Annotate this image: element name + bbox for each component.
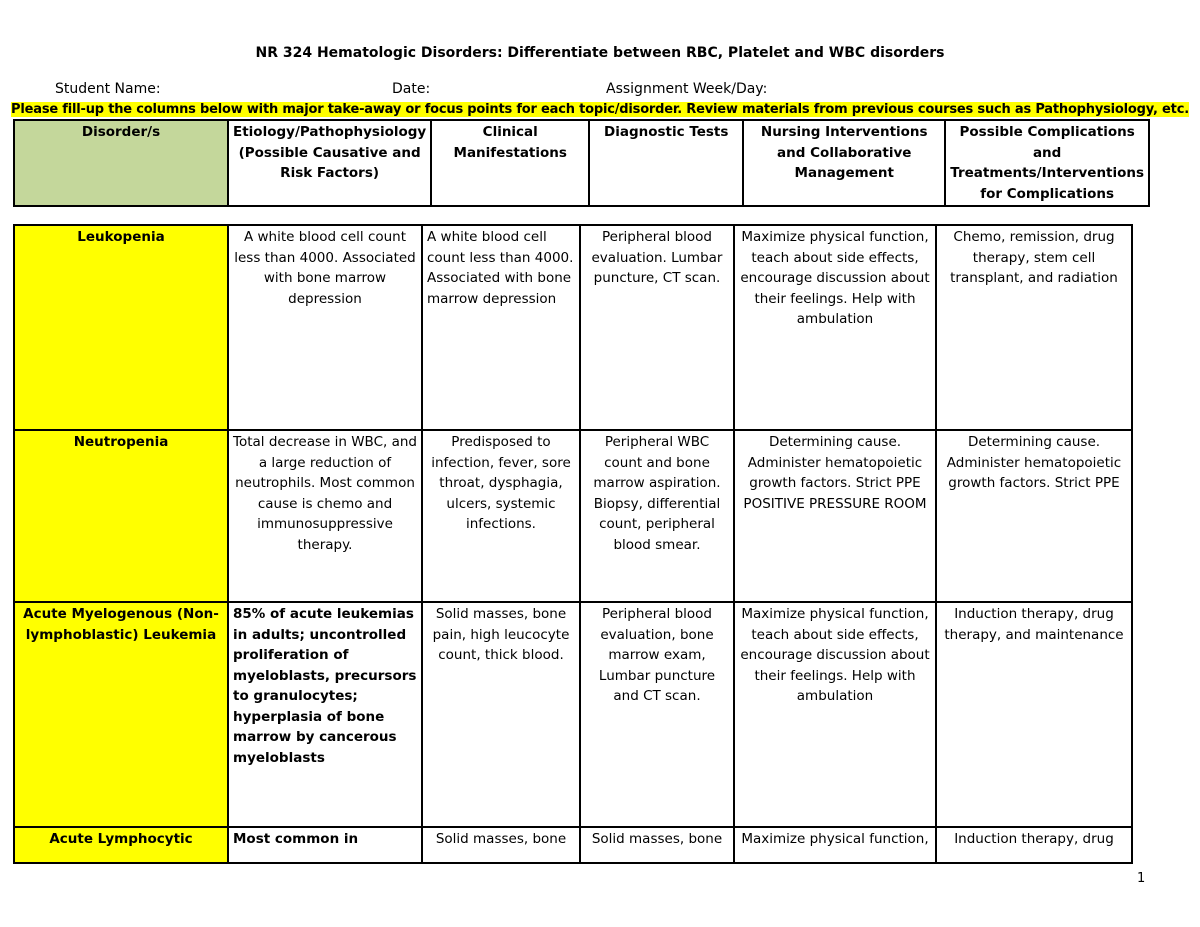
- diagnostic-cell: Peripheral blood evaluation. Lumbar puncture, CT scan.: [580, 225, 734, 430]
- header-table: [13, 119, 1150, 207]
- nursing-cell: Maximize physical function, teach about side effects, encourage discussion about their feelings. Help with ambulation: [734, 225, 936, 430]
- diagnostic-cell: Peripheral blood evaluation, bone marrow exam, Lumbar puncture and CT scan.: [580, 602, 734, 827]
- disorders-table: [13, 224, 1133, 864]
- manifestations-cell: Predisposed to infection, fever, sore throat, dysphagia, ulcers, systemic infections.: [422, 430, 580, 602]
- student-name-label: Student Name:: [55, 81, 161, 97]
- complications-cell: Induction therapy, drug therapy, and maintenance: [936, 602, 1132, 827]
- header-etiology: Etiology/Pathophysiology (Possible Causative and Risk Factors): [228, 120, 431, 206]
- instruction-note: [0, 102, 1200, 117]
- header-complications: Possible Complications and Treatments/Interventions for Complications: [945, 120, 1149, 206]
- table-row: [14, 602, 1132, 827]
- page-number: 1: [1137, 871, 1146, 886]
- disorder-cell: Neutropenia: [14, 430, 228, 602]
- instruction-text: Please fill-up the columns below with major take-away or focus points for each topic/disorder. Review materials from previous courses such as Pathophysiology, etc.: [11, 102, 1189, 117]
- date-label: Date:: [392, 81, 431, 97]
- etiology-cell: A white blood cell count less than 4000. Associated with bone marrow depression: [228, 225, 422, 430]
- manifestations-cell: Solid masses, bone pain, high leucocyte count, thick blood.: [422, 602, 580, 827]
- diagnostic-cell: Solid masses, bone: [580, 827, 734, 863]
- etiology-cell: Total decrease in WBC, and a large reduction of neutrophils. Most common cause is chemo and immunosuppressive therapy.: [228, 430, 422, 602]
- document-title: NR 324 Hematologic Disorders: Differentiate between RBC, Platelet and WBC disorders: [255, 45, 945, 61]
- assignment-label: Assignment Week/Day:: [606, 81, 768, 97]
- etiology-cell: Most common in: [228, 827, 422, 863]
- table-row: [14, 225, 1132, 430]
- nursing-cell: Maximize physical function,: [734, 827, 936, 863]
- manifestations-cell: Solid masses, bone: [422, 827, 580, 863]
- disorder-cell: Leukopenia: [14, 225, 228, 430]
- table-row: [14, 430, 1132, 602]
- disorder-cell: Acute Myelogenous (Non-lymphoblastic) Leukemia: [14, 602, 228, 827]
- nursing-cell: Determining cause. Administer hematopoietic growth factors. Strict PPE POSITIVE PRESSURE ROOM: [734, 430, 936, 602]
- header-diagnostic: Diagnostic Tests: [589, 120, 743, 206]
- header-disorder: Disorder/s: [14, 120, 228, 206]
- table-row: [14, 827, 1132, 863]
- complications-cell: Determining cause. Administer hematopoietic growth factors. Strict PPE: [936, 430, 1132, 602]
- complications-cell: Chemo, remission, drug therapy, stem cell transplant, and radiation: [936, 225, 1132, 430]
- nursing-cell: Maximize physical function, teach about side effects, encourage discussion about their feelings. Help with ambulation: [734, 602, 936, 827]
- manifestations-cell: A white blood cell count less than 4000. Associated with bone marrow depression: [422, 225, 580, 430]
- disorder-cell: Acute Lymphocytic: [14, 827, 228, 863]
- diagnostic-cell: Peripheral WBC count and bone marrow aspiration. Biopsy, differential count, peripheral blood smear.: [580, 430, 734, 602]
- complications-cell: Induction therapy, drug: [936, 827, 1132, 863]
- header-row: [14, 120, 1149, 206]
- etiology-cell: 85% of acute leukemias in adults; uncontrolled proliferation of myeloblasts, precursors to granulocytes; hyperplasia of bone marrow by cancerous myeloblasts: [228, 602, 422, 827]
- header-nursing: Nursing Interventions and Collaborative Management: [743, 120, 945, 206]
- header-manifestations: Clinical Manifestations: [431, 120, 589, 206]
